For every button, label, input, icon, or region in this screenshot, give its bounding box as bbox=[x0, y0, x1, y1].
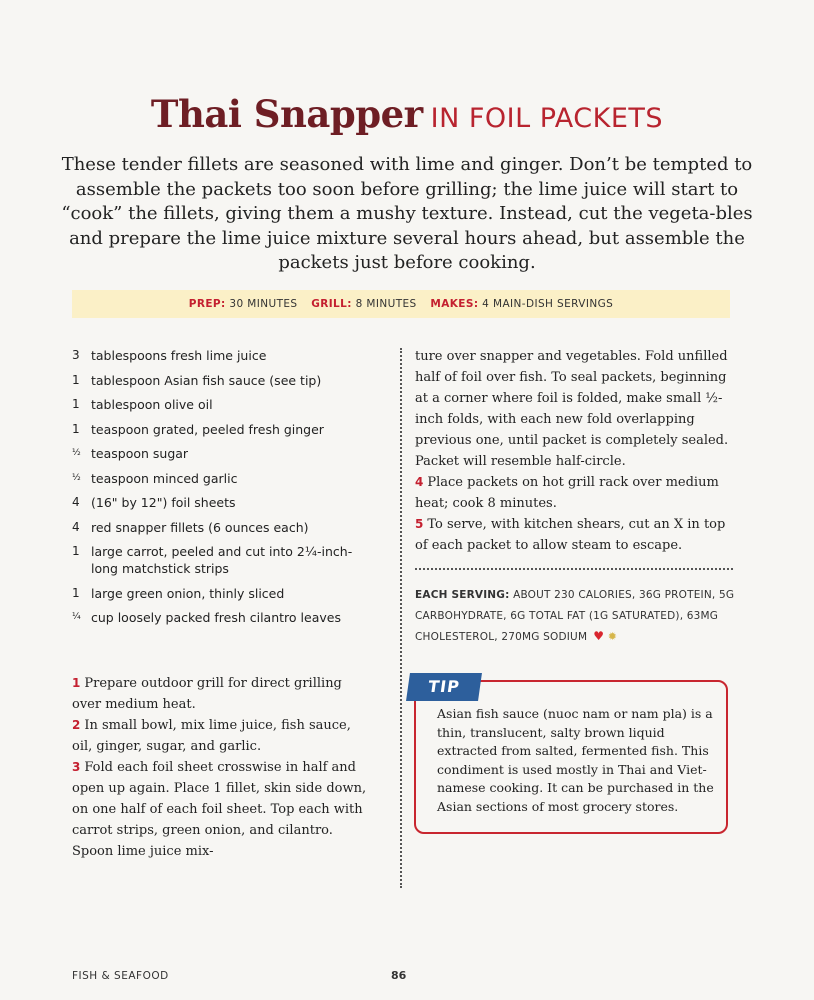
step-text: Place packets on hot grill rack over medium heat; cook 8 minutes. bbox=[415, 475, 719, 511]
column-divider bbox=[400, 348, 402, 888]
footer-section: FISH & SEAFOOD bbox=[72, 970, 169, 982]
grill-label: GRILL: bbox=[311, 298, 352, 310]
ingredient-qty: 1 bbox=[72, 544, 80, 558]
ingredient-item bbox=[72, 372, 372, 389]
ingredient-text: large green onion, thinly sliced bbox=[91, 585, 285, 601]
ingredient-item bbox=[72, 609, 372, 626]
recipe-intro: These tender fillets are seasoned with lime and ginger. Don’t be tempted to assemble the packets too soon before grilling; the lime juice will start to “cook” the fillets, giving them a mushy texture. Instead, cut the vegeta-bles and prepare the lime juice mixture several hours ahead, but assemble the packets just before cooking. bbox=[61, 154, 753, 273]
ingredient-qty: 4 bbox=[72, 519, 80, 534]
step-text: Fold each foil sheet crosswise in half and open up again. Place 1 fillet, skin side down, on one half of each foil sheet. Top each with carrot strips, green onion, and cilantro. Spoon lime juice mix- bbox=[72, 760, 367, 859]
step-text: In small bowl, mix lime juice, fish sauce, oil, ginger, sugar, and garlic. bbox=[72, 718, 351, 754]
ingredient-qty: ¼ bbox=[72, 612, 81, 622]
ingredient-item bbox=[72, 347, 372, 364]
page-number: 86 bbox=[391, 969, 407, 982]
ingredient-qty: 1 bbox=[72, 372, 80, 387]
ingredient-text: red snapper fillets (6 ounces each) bbox=[91, 519, 309, 535]
ingredient-item bbox=[72, 470, 372, 487]
ingredient-qty: 1 bbox=[72, 421, 80, 436]
ingredient-qty: 4 bbox=[72, 495, 80, 509]
recipe-title-main: Thai Snapper bbox=[150, 92, 423, 136]
ingredient-qty: 1 bbox=[72, 397, 80, 411]
step-text: Prepare outdoor grill for direct grilling over medium heat. bbox=[72, 676, 342, 712]
ingredient-text: teaspoon grated, peeled fresh ginger bbox=[91, 421, 324, 437]
section-divider bbox=[415, 568, 733, 570]
ingredient-item bbox=[72, 396, 372, 413]
step-number: 5 bbox=[415, 517, 424, 531]
ingredient-item bbox=[72, 519, 372, 536]
makes-label: MAKES: bbox=[430, 298, 479, 310]
step-3-continued: ture over snapper and vegetables. Fold unfilled half of foil over fish. To seal packets, beginning at a corner where foil is folded, make small ½-inch folds, with each new fold overlapping previous one, until packet is completely sealed. Packet will resemble half-circle. bbox=[415, 349, 729, 469]
ingredient-text: cup loosely packed fresh cilantro leaves bbox=[91, 610, 341, 625]
step-3 bbox=[72, 757, 374, 862]
ingredient-qty: 1 bbox=[72, 585, 80, 600]
ingredient-qty: ½ bbox=[72, 472, 81, 483]
ingredient-item bbox=[72, 445, 372, 462]
step-number: 4 bbox=[415, 475, 424, 489]
ingredient-qty: 3 bbox=[72, 348, 80, 362]
nutrition-info bbox=[415, 585, 735, 648]
tip-flag: TIP bbox=[406, 673, 482, 701]
directions-right bbox=[415, 346, 733, 556]
ingredient-text: tablespoon olive oil bbox=[91, 397, 213, 412]
ingredient-qty: ½ bbox=[72, 448, 81, 458]
tip-text: Asian fish sauce (nuoc nam or nam pla) is a thin, translucent, salty brown liquid extracted from salted, fermented fish. This condiment is used mostly in Thai and Viet-namese cooking. It can be purchased in the Asian sections of most grocery stores. bbox=[437, 706, 714, 814]
ingredient-text: tablespoons fresh lime juice bbox=[91, 348, 267, 363]
recipe-meta-bar bbox=[72, 290, 730, 318]
recipe-title-sub: IN FOIL PACKETS bbox=[430, 103, 664, 134]
step-number: 2 bbox=[72, 718, 81, 732]
step-2 bbox=[72, 715, 374, 757]
step-1 bbox=[72, 673, 374, 715]
ingredient-item bbox=[72, 585, 372, 602]
grill-value: 8 MINUTES bbox=[355, 298, 417, 310]
ingredient-text: teaspoon sugar bbox=[91, 446, 189, 461]
nutrition-text: ABOUT 230 CALORIES, 36G PROTEIN, 5G CARBOHYDRATE, 6G TOTAL FAT (1G SATURATED), 63MG CHOLESTEROL, 270MG SODIUM bbox=[415, 589, 735, 643]
ingredient-text: large carrot, peeled and cut into 2¼-inch-long matchstick strips bbox=[91, 544, 353, 576]
directions-left bbox=[72, 673, 374, 862]
ingredient-text: teaspoon minced garlic bbox=[91, 470, 238, 486]
sun-icon: ✹ bbox=[607, 630, 618, 643]
heart-icon: ♥ bbox=[593, 629, 605, 643]
recipe-title bbox=[0, 92, 814, 136]
nutrition-label: EACH SERVING: bbox=[415, 589, 510, 601]
step-number: 3 bbox=[72, 760, 81, 774]
ingredient-text: tablespoon Asian fish sauce (see tip) bbox=[91, 372, 322, 388]
ingredients-list bbox=[72, 347, 372, 634]
ingredient-text: (16" by 12") foil sheets bbox=[91, 495, 236, 510]
ingredient-item bbox=[72, 494, 372, 511]
prep-value: 30 MINUTES bbox=[229, 298, 298, 310]
makes-value: 4 MAIN-DISH SERVINGS bbox=[482, 298, 614, 310]
ingredient-item bbox=[72, 543, 372, 577]
step-4 bbox=[415, 472, 733, 514]
prep-label: PREP: bbox=[188, 298, 226, 310]
step-5 bbox=[415, 514, 733, 556]
step-text: To serve, with kitchen shears, cut an X in top of each packet to allow steam to escape. bbox=[415, 517, 726, 553]
ingredient-item bbox=[72, 421, 372, 438]
step-number: 1 bbox=[72, 676, 81, 690]
